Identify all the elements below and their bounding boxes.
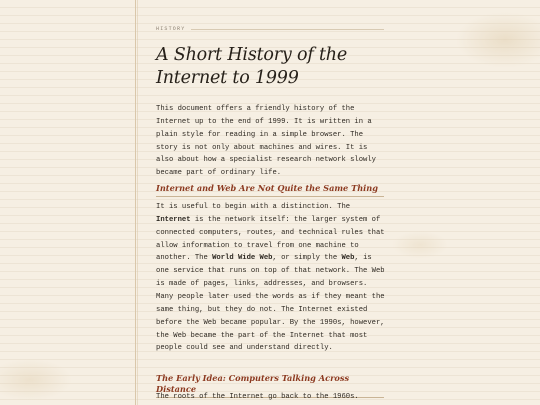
intro-paragraph: This document offers a friendly history of the Internet up to the end of 1999. It is written in a plain style for reading in a simple browser. The story is not only about machines and wires. It is also about how a specialist research network slowly became part of ordinary life. xyxy=(156,105,376,178)
page-margin-line xyxy=(135,0,136,405)
text-run: It is useful to begin with a distinction. The xyxy=(156,203,351,211)
kicker-rule xyxy=(191,29,384,30)
kicker-label: HISTORY xyxy=(156,26,186,32)
section-heading-internet-vs-web: Internet and Web Are Not Quite the Same Thing xyxy=(156,183,384,197)
section2-paragraph-1: The roots of the Internet go back to the 1960s. xyxy=(156,393,359,401)
section1-paragraph-1 xyxy=(156,201,388,291)
section1-paragraph-2: Many people later used the words as if they meant the same thing, but they do not. The Internet existed before the Web became popular. By the 1990s, however, the Web became the part of the Internet that most people could see and understand directly. xyxy=(156,293,385,353)
page-margin-line-shadow xyxy=(137,0,138,405)
page-title: A Short History of the Internet to 1999 xyxy=(156,45,348,88)
text-run: is the network itself: the larger system of connected computers, routes, and technical rules that allow information to travel from one machine to another. The xyxy=(156,215,385,263)
bold-term-web: Web xyxy=(341,254,355,263)
section-heading-early-idea: The Early Idea: Computers Talking Across Distance xyxy=(156,373,384,398)
text-run: , or simply the xyxy=(272,254,342,263)
text-run: , is one service that runs on top of that network. The Web is made of pages, links, addresses, and browsers. xyxy=(156,254,385,289)
bold-term-internet: Internet xyxy=(156,215,191,224)
bold-term-world-wide-web: World Wide Web xyxy=(212,254,273,263)
section-kicker xyxy=(156,26,384,32)
